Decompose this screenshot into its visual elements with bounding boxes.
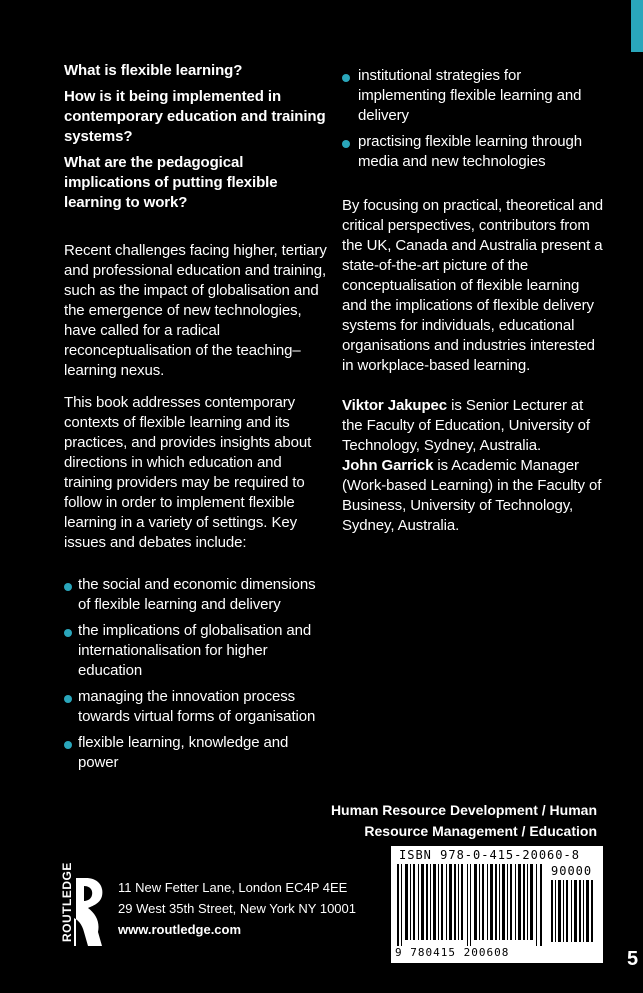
question-3: What are the pedagogical implications of putting flexible learning to work? [64,154,278,211]
bullet-icon [64,583,72,591]
left-column [64,61,328,779]
author-bio-1: Viktor Jakupec is Senior Lecturer at the Faculty of Education, University of Technology, Sydney, Australia. [342,397,590,454]
barcode-digits: 9 780415 200608 [395,946,510,959]
author-name: John Garrick [342,457,434,474]
publisher-address: 11 New Fetter Lane, London EC4P 4EE 29 West 35th Street, New York NY 10001 www.routledge.com [118,877,356,940]
intro-paragraph-1: Recent challenges facing higher, tertiary and professional education and training, such as the impact of globalisation and the emergence of new technologies, have called for a radical reconceptualisation of the teaching–learning nexus. [64,242,327,379]
bullet-icon [64,695,72,703]
author-bio-2: John Garrick is Academic Manager (Work-based Learning) in the Faculty of Business, University of Technology, Sydney, Australia. [342,457,602,534]
list-item: institutional strategies for implementing flexible learning and delivery [342,66,604,126]
isbn-label: ISBN 978-0-415-20060-8 [399,848,580,862]
author-name: Viktor Jakupec [342,397,448,414]
subject-category: Human Resource Development / Human Resource Management / Education [330,802,597,839]
bullet-icon [342,74,350,82]
right-column [342,66,604,536]
list-item: flexible learning, knowledge and power [64,733,328,773]
list-item: managing the innovation process towards virtual forms of organisation [64,687,328,727]
list-item: the social and economic dimensions of flexible learning and delivery [64,575,328,615]
focus-paragraph: By focusing on practical, theoretical and critical perspectives, contributors from the UK, Canada and Australia present a state-of-the-art picture of the conceptualisation of flexible learning and the implications of flexible delivery systems for individuals, educational organisations and industries interested in workplace-based learning. [342,197,604,374]
question-1: What is flexible learning? [64,62,243,79]
bullet-icon [342,140,350,148]
intro-paragraph-2: This book addresses contemporary contexts of flexible learning and its practices, and provides insights about directions in which education and training providers may be required to follow in order to implement flexible learning in a variety of settings. Key issues and debates include: [64,394,312,551]
issues-list-right [342,66,604,172]
list-item: the implications of globalisation and internationalisation for higher education [64,621,328,681]
question-2: How is it being implemented in contemporary education and training systems? [64,88,326,145]
publisher-website: www.routledge.com [118,922,242,937]
price-code: 90000 [551,864,593,878]
publisher-logo-text: ROUTLEDGE [60,862,74,942]
teal-spine-edge [631,0,643,52]
barcode-icon [397,864,545,946]
price-barcode-icon [551,880,595,942]
spine-number: 5 [627,948,639,970]
bullet-icon [64,629,72,637]
issues-list-left [64,575,328,773]
isbn-barcode [391,846,603,963]
list-item: practising flexible learning through media and new technologies [342,132,604,172]
bullet-icon [64,741,72,749]
